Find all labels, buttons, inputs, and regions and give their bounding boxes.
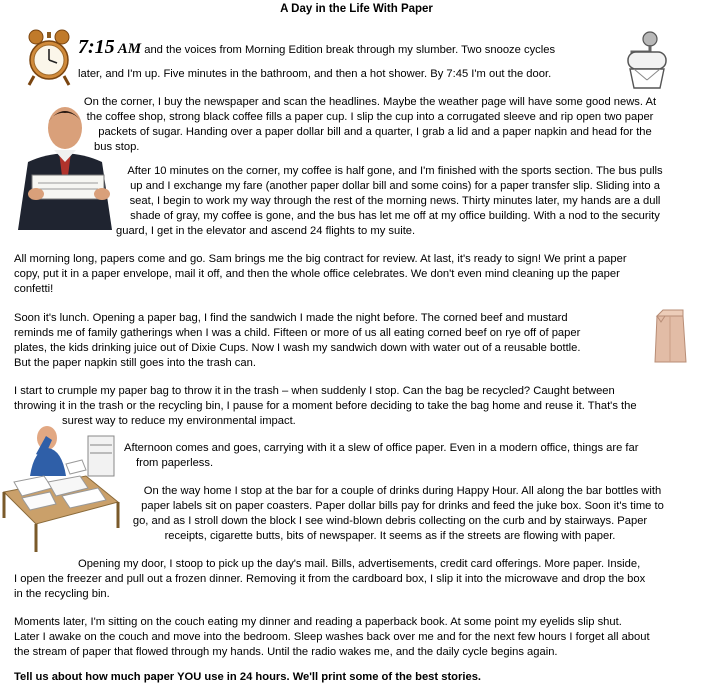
bus-line3: seat, I begin to work my way through the rest of the morning news. Thirty minutes later, my hands are a dull: [129, 195, 661, 207]
happyhour-line3: go, and as I stroll down the block I see wind-blown debris collecting on the curb and by stairways. Paper: [132, 515, 648, 527]
crumple-line1: I start to crumple my paper bag to throw it in the trash – when suddenly I stop. Can the bag be recycled? Caught between: [14, 385, 615, 397]
office-line2: copy, put it in a paper envelope, mail it off, and then the whole office celebrates. We don't even mind cleaning up the paper: [14, 268, 620, 280]
bus-line1: After 10 minutes on the corner, my coffee is half gone, and I'm finished with the sports section. The bus pulls: [127, 165, 663, 177]
lunch-line2: reminds me of family gatherings when I was a child. Fifteen or more of us all eating corned beef on rye off of paper: [14, 327, 581, 339]
alarm-clock-icon: [26, 28, 72, 88]
morning-paragraph-line1: [78, 36, 608, 59]
evening-line2: Later I awake on the couch and move into the bedroom. Sleep washes back over me and for the next few hours I forget all about: [14, 631, 650, 643]
lunch-line3: plates, the kids drinking juice out of Dixie Cups. Now I wash my sandwich down with water out of a reusable bottle.: [14, 342, 581, 354]
morning-ampm: AM: [117, 41, 142, 57]
lunch-line1: Soon it's lunch. Opening a paper bag, I find the sandwich I made the night before. The corned beef and mustard: [14, 312, 568, 324]
happyhour-line4: receipts, cigarette butts, bits of newspaper. It seems as if the streets are flowing with paper.: [164, 530, 616, 542]
corner-line1: On the corner, I buy the newspaper and scan the headlines. Maybe the weather page will have some good news. At: [83, 96, 657, 108]
afternoon-line1: Afternoon comes and goes, carrying with it a slew of office paper. Even in a modern office, things are far: [124, 442, 639, 454]
bus-line5: guard, I get in the elevator and ascend 24 flights to my suite.: [116, 225, 416, 237]
morning-time: 7:15: [78, 36, 115, 58]
evening-line3: the stream of paper that flowed through my hands. Until the radio wakes me, and the daily cycle begins again.: [14, 646, 558, 658]
happyhour-line2: paper labels sit on paper coasters. Paper dollar bills pay for drinks and feed the juke box. Soon it's time to: [141, 500, 664, 512]
corner-line4: bus stop.: [94, 141, 140, 153]
toilet-paper-icon: [620, 30, 672, 90]
page-title: A Day in the Life With Paper: [280, 3, 433, 15]
corner-line3: packets of sugar. Handing over a paper dollar bill and a quarter, I grab a lid and a paper napkin and head for the: [98, 126, 652, 138]
corner-line2: the coffee shop, strong black coffee fills a paper cup. I slip the cup into a corrugated sleeve and rip open two paper: [86, 111, 654, 123]
afternoon-line2: from paperless.: [136, 457, 214, 469]
evening-line1: Moments later, I'm sitting on the couch eating my dinner and reading a paperback book. At some point my eyelids slip shut.: [14, 616, 622, 628]
lunch-line4: But the paper napkin still goes into the trash can.: [14, 357, 256, 369]
crumple-line2: throwing it in the trash or the recycling bin, I pause for a moment before deciding to take the bag home and reuse it. That's the: [14, 400, 637, 412]
home-line2: I open the freezer and pull out a frozen dinner. Removing it from the cardboard box, I slip it into the microwave and drop the box: [14, 573, 646, 585]
home-line1: Opening my door, I stoop to pick up the day's mail. Bills, advertisements, credit card offerings. More paper. Inside,: [78, 558, 641, 570]
morning-text-line1: and the voices from Morning Edition break through my slumber. Two snooze cycles: [144, 44, 556, 56]
office-line1: All morning long, papers come and go. Sam brings me the big contract for review. At last, it's ready to sign! We print a paper: [14, 253, 627, 265]
bus-line4: shade of gray, my coffee is gone, and the bus has let me off at my office building. With a nod to the security: [130, 210, 660, 222]
morning-paragraph-line2: later, and I'm up. Five minutes in the bathroom, and then a hot shower. By 7:45 I'm out the door.: [78, 68, 552, 80]
crumple-line3: surest way to reduce my environmental impact.: [62, 415, 296, 427]
happyhour-line1: On the way home I stop at the bar for a couple of drinks during Happy Hour. All along the bar bottles with: [143, 485, 662, 497]
office-line3: confetti!: [14, 283, 54, 295]
bus-line2: up and I exchange my fare (another paper dollar bill and some coins) for a paper transfer slip. Sliding into a: [130, 180, 660, 192]
home-line3: in the recycling bin.: [14, 588, 110, 600]
closing-call-to-action: Tell us about how much paper YOU use in 24 hours. We'll print some of the best stories.: [14, 671, 482, 683]
paper-bag-icon: [653, 308, 689, 364]
